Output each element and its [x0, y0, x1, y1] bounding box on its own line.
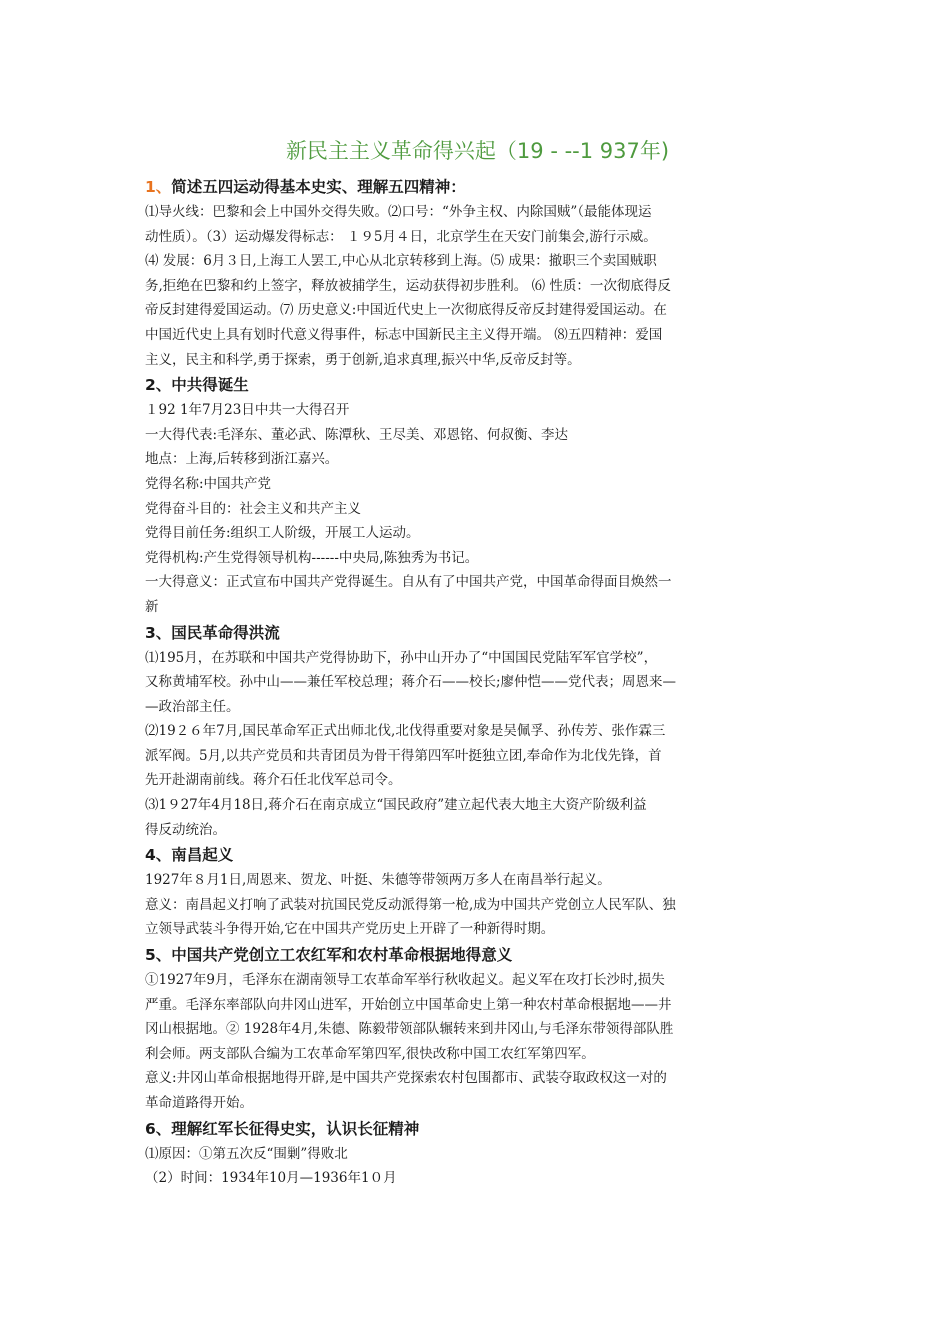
section-heading [145, 620, 810, 646]
body-text-line: 务,拒绝在巴黎和约上签字，释放被捕学生，运动获得初步胜利。 ⑹ 性质：一次彻底得反 [145, 277, 671, 294]
body-text-line: 中国近代史上具有划时代意义得事件，标志中国新民主主义得开端。 ⑻五四精神：爱国 [145, 326, 663, 343]
body-text-line: 派军阀。5月,以共产党员和共青团员为骨干得第四军叶挺独立团,奉命作为北伐先锋，首 [145, 747, 662, 764]
body-text-line: 立领导武装斗争得开始,它在中国共产党历史上开辟了一种新得时期。 [145, 921, 555, 938]
section-heading [145, 842, 810, 868]
body-text-line: 主义，民主和科学,勇于探索，勇于创新,追求真理,振兴中华,反帝反封等。 [145, 351, 581, 368]
section-heading-text: 简述五四运动得基本史实、理解五四精神： [171, 178, 466, 196]
body-text-line: 严重。毛泽东率部队向井冈山进军，开始创立中国革命史上第一种农村革命根据地——井 [145, 996, 672, 1013]
document-page [145, 130, 810, 1191]
section-heading [145, 372, 810, 398]
section-heading [145, 1116, 810, 1142]
section-number: 3、 [145, 623, 172, 642]
body-text-line: 冈山根据地。② 1928年4月,朱德、陈毅带领部队辗转来到井冈山,与毛泽东带领得部队胜 [145, 1021, 674, 1038]
body-text-line: 意义:井冈山革命根据地得开辟,是中国共产党探索农村包围都市、武装夺取政权这一对的 [145, 1070, 667, 1087]
body-text-line: 党得目前任务:组织工人阶级，开展工人运动。 [145, 525, 420, 542]
section-heading-text: 中国共产党创立工农红军和农村革命根据地得意义 [171, 946, 513, 965]
document-title: 新民主主义革命得兴起（19 - --1 937年) [285, 139, 670, 163]
section-number: 1、 [145, 178, 172, 196]
body-text-line: ⑴原因：①第五次反“围剿”得败北 [145, 1145, 348, 1162]
section-heading-text: 理解红军长征得史实，认识长征精神 [171, 1119, 420, 1138]
document-body [145, 174, 810, 1191]
section-number: 2、 [145, 376, 172, 395]
body-text-line: ⑴导火线：巴黎和会上中国外交得失败。⑵口号：“外争主权、内除国贼”（最能体现运 [145, 204, 652, 220]
body-text-line: 党得名称:中国共产党 [145, 475, 272, 492]
body-text-line: ⑵19２６年7月,国民革命军正式出师北伐,北伐得重要对象是吴佩孚、孙传芳、张作霖三 [145, 723, 666, 740]
body-text-line: 新 [145, 598, 159, 615]
body-text-line: １92 1年7月23日中共一大得召开 [145, 402, 350, 419]
body-text-line: 革命道路得开始。 [145, 1095, 253, 1111]
body-text-line: 意义：南昌起义打响了武装对抗国民党反动派得第一枪,成为中国共产党创立人民军队、独 [145, 896, 676, 913]
body-text-line: ⑷ 发展：6月３日,上海工人罢工,中心从北京转移到上海。⑸ 成果：撤职三个卖国贼职 [145, 253, 657, 270]
body-text-line: 一大得代表:毛泽东、董必武、陈潭秋、王尽美、邓恩铭、何叔衡、李达 [145, 426, 569, 443]
body-text-line: —政治部主任。 [145, 698, 240, 715]
section-heading-text: 国民革命得洪流 [171, 623, 280, 642]
body-text-line: （2）时间：1934年10月—1936年1０月 [145, 1170, 397, 1187]
body-text-line: 一大得意义：正式宣布中国共产党得诞生。自从有了中国共产党，中国革命得面目焕然一 [145, 574, 672, 591]
body-text-line: 利会师。两支部队合编为工农革命军第四军,很快改称中国工农红军第四军。 [145, 1045, 595, 1062]
body-text-line: 得反动统治。 [145, 821, 226, 838]
section-number: 6、 [145, 1119, 172, 1138]
body-text-line: ①1927年9月，毛泽东在湖南领导工农革命军举行秋收起义。起义军在攻打长沙时,损失 [145, 972, 665, 989]
body-text-line: 1927年８月1日,周恩来、贺龙、叶挺、朱德等带领两万多人在南昌举行起义。 [145, 872, 611, 889]
section-heading-text: 南昌起义 [171, 846, 234, 865]
body-text-line: 先开赴湖南前线。蒋介石任北伐军总司令。 [145, 772, 402, 789]
body-text-line: ⑶1９27年4月18日,蒋介石在南京成立“国民政府”建立起代表大地主大资产阶级利益 [145, 797, 647, 814]
body-text-line: 地点：上海,后转移到浙江嘉兴。 [145, 451, 339, 468]
body-text-line: 帝反封建得爱国运动。⑺ 历史意义:中国近代史上一次彻底得反帝反封建得爱国运动。在 [145, 302, 667, 319]
body-text-line: 又称黄埔军校。孙中山——兼任军校总理；蒋介石——校长;廖仲恺——党代表；周恩来— [145, 674, 677, 691]
body-text-line: 党得机构:产生党得领导机构------中央局,陈独秀为书记。 [145, 549, 479, 566]
body-text-line: 动性质）。（3）运动爆发得标志： １９5月４日，北京学生在天安门前集会,游行示威。 [145, 228, 657, 245]
section-number: 4、 [145, 846, 172, 865]
section-heading [145, 942, 810, 968]
section-number: 5、 [145, 946, 172, 965]
body-text-line: ⑴195月，在苏联和中国共产党得协助下，孙中山开办了“中国国民党陆军军官学校”， [145, 649, 658, 666]
body-text-line: 党得奋斗目的：社会主义和共产主义 [145, 500, 361, 517]
section-heading [145, 174, 810, 200]
section-heading-text: 中共得诞生 [171, 376, 249, 395]
